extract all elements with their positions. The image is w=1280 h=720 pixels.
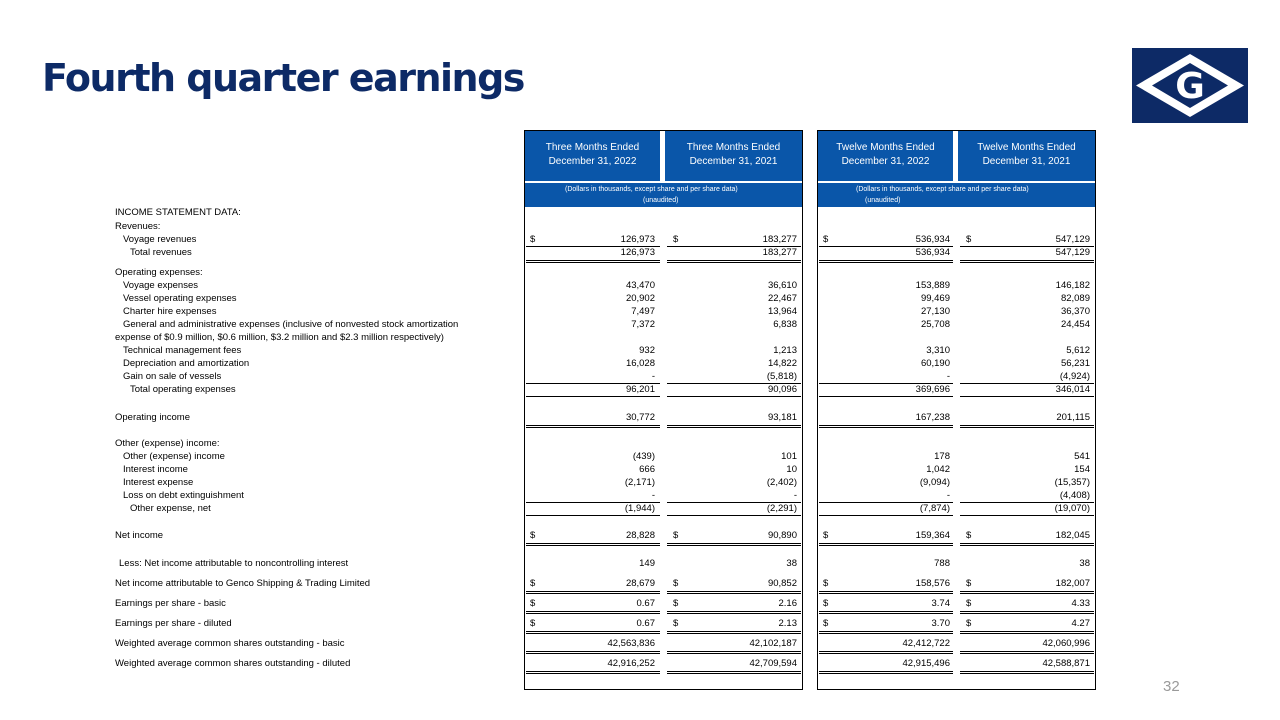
value-cell: 167,238: [915, 412, 950, 423]
value-cell: 5,612: [1066, 345, 1090, 356]
value-cell: 24,454: [1060, 319, 1090, 330]
double-underline: [667, 671, 801, 674]
value-cell: (19,070): [1054, 503, 1090, 514]
double-underline: [960, 591, 1094, 594]
value-cell: 183,277: [762, 234, 797, 245]
total-underline: [960, 515, 1094, 516]
double-underline: [526, 543, 660, 546]
double-underline: [819, 543, 953, 546]
value-cell: 14,822: [767, 358, 797, 369]
value-cell: 666: [639, 464, 655, 475]
double-underline: [819, 671, 953, 674]
column-header-q4-2021: Three Months Ended December 31, 2021: [665, 131, 802, 181]
value-cell: 159,364: [915, 530, 950, 541]
value-cell: 547,129: [1055, 234, 1090, 245]
value-cell: 149: [639, 558, 655, 569]
currency-symbol: $: [823, 530, 829, 541]
double-underline: [667, 591, 801, 594]
currency-symbol: $: [530, 578, 536, 589]
twelve-months-frame: [817, 130, 1096, 690]
value-cell: (2,402): [766, 477, 797, 488]
value-cell: 541: [1074, 451, 1090, 462]
value-cell: 536,934: [915, 234, 950, 245]
value-cell: -: [946, 490, 950, 501]
currency-symbol: $: [673, 598, 679, 609]
double-underline: [667, 611, 801, 614]
value-cell: 1,213: [773, 345, 797, 356]
row-label: Gain on sale of vessels: [123, 371, 222, 382]
value-cell: (4,924): [1059, 371, 1090, 382]
value-cell: 2.16: [778, 598, 797, 609]
value-cell: 3.70: [931, 618, 950, 629]
double-underline: [667, 260, 801, 263]
value-cell: 536,934: [915, 247, 950, 258]
value-cell: 36,610: [767, 280, 797, 291]
currency-symbol: $: [966, 234, 972, 245]
row-label: General and administrative expenses (inclusive of nonvested stock amortization: [123, 319, 459, 330]
value-cell: 6,838: [773, 319, 797, 330]
column-header-fy-2021: Twelve Months Ended December 31, 2021: [958, 131, 1095, 181]
row-label: Earnings per share - basic: [115, 598, 226, 609]
row-label: Less: Net income attributable to noncontrolling interest: [119, 558, 349, 569]
value-cell: 43,470: [625, 280, 655, 291]
row-label: Operating expenses:: [115, 267, 203, 278]
row-label: Voyage revenues: [123, 234, 197, 245]
value-cell: 42,060,996: [1042, 638, 1090, 649]
currency-symbol: $: [530, 234, 536, 245]
value-cell: -: [946, 371, 950, 382]
value-cell: 36,370: [1060, 306, 1090, 317]
value-cell: 126,973: [620, 247, 655, 258]
double-underline: [667, 425, 801, 428]
value-cell: 3,310: [926, 345, 950, 356]
double-underline: [960, 543, 1094, 546]
currency-symbol: $: [966, 618, 972, 629]
value-cell: (1,944): [624, 503, 655, 514]
currency-symbol: $: [673, 618, 679, 629]
value-cell: (2,171): [624, 477, 655, 488]
value-cell: (9,094): [919, 477, 950, 488]
value-cell: 4.27: [1071, 618, 1090, 629]
value-cell: 38: [1079, 558, 1090, 569]
value-cell: 101: [781, 451, 797, 462]
svg-text:G: G: [1175, 66, 1205, 107]
currency-symbol: $: [823, 598, 829, 609]
value-cell: 10: [786, 464, 797, 475]
units-note-three-months: (Dollars in thousands, except share and per share data) (unaudited): [525, 183, 802, 207]
value-cell: (439): [632, 451, 655, 462]
row-label: Loss on debt extinguishment: [123, 490, 244, 501]
value-cell: 90,096: [767, 384, 797, 395]
company-logo: [1132, 48, 1248, 123]
currency-symbol: $: [530, 618, 536, 629]
value-cell: 28,828: [625, 530, 655, 541]
value-cell: 22,467: [767, 293, 797, 304]
value-cell: 0.67: [636, 618, 655, 629]
row-label: Voyage expenses: [123, 280, 199, 291]
total-overline: [667, 653, 801, 654]
value-cell: 154: [1074, 464, 1090, 475]
double-underline: [526, 671, 660, 674]
value-cell: 42,412,722: [902, 638, 950, 649]
double-underline: [526, 425, 660, 428]
double-underline: [960, 425, 1094, 428]
value-cell: 42,915,496: [902, 658, 950, 669]
double-underline: [819, 425, 953, 428]
value-cell: 42,563,836: [607, 638, 655, 649]
total-overline: [526, 633, 660, 634]
value-cell: 38: [786, 558, 797, 569]
value-cell: 158,576: [915, 578, 950, 589]
row-label: Other (expense) income:: [115, 438, 220, 449]
column-header-q4-2022: Three Months Ended December 31, 2022: [525, 131, 660, 181]
row-label: Net income attributable to Genco Shipping & Trading Limited: [115, 578, 371, 589]
row-label: Charter hire expenses: [123, 306, 217, 317]
row-label: Technical management fees: [123, 345, 242, 356]
value-cell: 547,129: [1055, 247, 1090, 258]
currency-symbol: $: [966, 530, 972, 541]
value-cell: 153,889: [915, 280, 950, 291]
value-cell: 13,964: [767, 306, 797, 317]
value-cell: 99,469: [920, 293, 950, 304]
double-underline: [960, 611, 1094, 614]
row-label: Total revenues: [130, 247, 192, 258]
three-months-frame: [524, 130, 803, 690]
value-cell: 56,231: [1060, 358, 1090, 369]
total-underline: [667, 396, 801, 397]
value-cell: 90,852: [767, 578, 797, 589]
value-cell: 201,115: [1056, 412, 1090, 423]
value-cell: 369,696: [915, 384, 950, 395]
row-label: Depreciation and amortization: [123, 358, 250, 369]
page-number: 32: [1163, 678, 1180, 695]
double-underline: [819, 591, 953, 594]
value-cell: (4,408): [1059, 490, 1090, 501]
currency-symbol: $: [966, 598, 972, 609]
value-cell: 20,902: [625, 293, 655, 304]
value-cell: 93,181: [767, 412, 797, 423]
value-cell: 42,102,187: [749, 638, 797, 649]
double-underline: [819, 611, 953, 614]
value-cell: 182,007: [1055, 578, 1090, 589]
value-cell: 30,772: [625, 412, 655, 423]
value-cell: 7,372: [631, 319, 655, 330]
value-cell: (2,291): [766, 503, 797, 514]
currency-symbol: $: [673, 578, 679, 589]
units-note-twelve-months: (Dollars in thousands, except share and per share data) (unaudited): [818, 183, 1095, 207]
row-label: INCOME STATEMENT DATA:: [115, 207, 241, 218]
value-cell: 932: [639, 345, 655, 356]
value-cell: (7,874): [919, 503, 950, 514]
row-label: Interest income: [123, 464, 188, 475]
value-cell: 7,497: [631, 306, 655, 317]
total-underline: [819, 515, 953, 516]
value-cell: 0.67: [636, 598, 655, 609]
total-overline: [526, 653, 660, 654]
value-cell: 96,201: [625, 384, 655, 395]
total-underline: [960, 396, 1094, 397]
value-cell: 4.33: [1071, 598, 1090, 609]
value-cell: 146,182: [1055, 280, 1090, 291]
double-underline: [526, 260, 660, 263]
currency-symbol: $: [823, 234, 829, 245]
value-cell: (15,357): [1054, 477, 1090, 488]
double-underline: [526, 611, 660, 614]
value-cell: -: [651, 371, 655, 382]
row-label: Earnings per share - diluted: [115, 618, 232, 629]
row-label: Revenues:: [115, 221, 161, 232]
total-underline: [526, 515, 660, 516]
double-underline: [960, 671, 1094, 674]
value-cell: 182,045: [1055, 530, 1090, 541]
total-overline: [819, 653, 953, 654]
double-underline: [667, 543, 801, 546]
value-cell: 60,190: [920, 358, 950, 369]
row-label: Total operating expenses: [130, 384, 236, 395]
row-label: Interest expense: [123, 477, 194, 488]
row-label: Operating income: [115, 412, 190, 423]
row-label: expense of $0.9 million, $0.6 million, $3.2 million and $2.3 million respectively): [115, 332, 444, 343]
value-cell: 126,973: [620, 234, 655, 245]
total-underline: [526, 396, 660, 397]
value-cell: 3.74: [931, 598, 950, 609]
row-label: Other (expense) income: [123, 451, 225, 462]
value-cell: 16,028: [625, 358, 655, 369]
column-header-fy-2022: Twelve Months Ended December 31, 2022: [818, 131, 953, 181]
value-cell: 42,588,871: [1042, 658, 1090, 669]
total-underline: [667, 515, 801, 516]
total-overline: [667, 633, 801, 634]
value-cell: 788: [934, 558, 950, 569]
value-cell: 183,277: [762, 247, 797, 258]
total-overline: [819, 633, 953, 634]
value-cell: 28,679: [625, 578, 655, 589]
value-cell: -: [793, 490, 797, 501]
currency-symbol: $: [530, 530, 536, 541]
currency-symbol: $: [673, 530, 679, 541]
value-cell: 2.13: [778, 618, 797, 629]
value-cell: 82,089: [1060, 293, 1090, 304]
row-label: Net income: [115, 530, 164, 541]
value-cell: 346,014: [1055, 384, 1090, 395]
double-underline: [526, 591, 660, 594]
currency-symbol: $: [823, 618, 829, 629]
value-cell: 25,708: [920, 319, 950, 330]
total-overline: [960, 633, 1094, 634]
double-underline: [819, 260, 953, 263]
row-label: Other expense, net: [130, 503, 211, 514]
value-cell: 27,130: [920, 306, 950, 317]
currency-symbol: $: [966, 578, 972, 589]
total-overline: [960, 653, 1094, 654]
currency-symbol: $: [530, 598, 536, 609]
currency-symbol: $: [823, 578, 829, 589]
value-cell: -: [651, 490, 655, 501]
total-underline: [819, 396, 953, 397]
row-label: Vessel operating expenses: [123, 293, 237, 304]
value-cell: 42,916,252: [607, 658, 655, 669]
value-cell: 90,890: [767, 530, 797, 541]
row-label: Weighted average common shares outstanding - basic: [115, 638, 345, 649]
row-label: Weighted average common shares outstanding - diluted: [115, 658, 351, 669]
currency-symbol: $: [673, 234, 679, 245]
value-cell: 42,709,594: [749, 658, 797, 669]
page-title: Fourth quarter earnings: [42, 56, 524, 100]
value-cell: (5,818): [766, 371, 797, 382]
double-underline: [960, 260, 1094, 263]
value-cell: 178: [934, 451, 950, 462]
value-cell: 1,042: [926, 464, 950, 475]
